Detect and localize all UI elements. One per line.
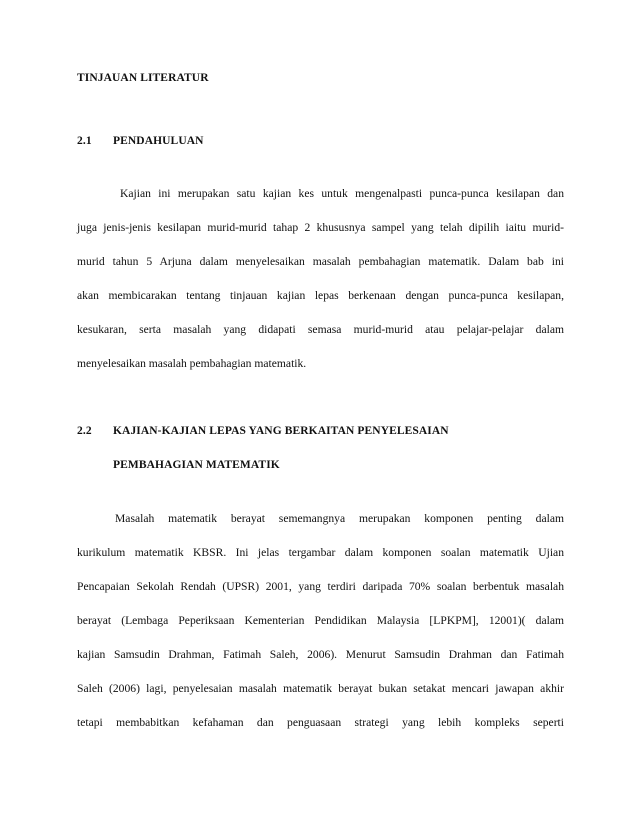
- main-heading: TINJAUAN LITERATUR: [77, 72, 209, 84]
- section-2-paragraph: [77, 512, 564, 750]
- paragraph-line: kurikulum matematik KBSR. Ini jelas tergambar dalam komponen soalan matematik Ujian: [77, 546, 564, 559]
- paragraph-line: berayat (Lembaga Peperiksaan Kementerian Pendidikan Malaysia [LPKPM], 12001)( dalam: [77, 614, 564, 627]
- paragraph-line: Kajian ini merupakan satu kajian kes untuk mengenalpasti punca-punca kesilapan dan: [120, 187, 564, 200]
- paragraph-line: Masalah matematik berayat sememangnya merupakan komponen penting dalam: [115, 512, 564, 525]
- paragraph-line: akan membicarakan tentang tinjauan kajian lepas berkenaan dengan punca-punca kesilapan,: [77, 289, 564, 302]
- paragraph-line: kajian Samsudin Drahman, Fatimah Saleh, 2006). Menurut Samsudin Drahman dan Fatimah: [77, 648, 564, 661]
- section-1-number: 2.1: [77, 135, 92, 147]
- section-2-title-line-1: KAJIAN-KAJIAN LEPAS YANG BERKAITAN PENYELESAIAN: [113, 425, 449, 437]
- section-1-title: PENDAHULUAN: [113, 135, 204, 147]
- paragraph-line: Pencapaian Sekolah Rendah (UPSR) 2001, yang terdiri daripada 70% soalan berbentuk masalah: [77, 580, 564, 593]
- paragraph-line: Saleh (2006) lagi, penyelesaian masalah matematik berayat bukan setakat mencari jawapan akhir: [77, 682, 564, 695]
- section-1-paragraph: [77, 187, 564, 391]
- section-2-title-line-2: PEMBAHAGIAN MATEMATIK: [113, 459, 280, 471]
- paragraph-line: menyelesaikan masalah pembahagian matematik.: [77, 357, 307, 370]
- section-2-number: 2.2: [77, 425, 92, 437]
- paragraph-line: juga jenis-jenis kesilapan murid-murid tahap 2 khususnya sampel yang telah dipilih iaitu murid-: [77, 221, 564, 234]
- paragraph-line: murid tahun 5 Arjuna dalam menyelesaikan masalah pembahagian matematik. Dalam bab ini: [77, 255, 564, 268]
- paragraph-line: tetapi membabitkan kefahaman dan penguasaan strategi yang lebih kompleks seperti: [77, 716, 564, 729]
- paragraph-line: kesukaran, serta masalah yang didapati semasa murid-murid atau pelajar-pelajar dalam: [77, 323, 564, 336]
